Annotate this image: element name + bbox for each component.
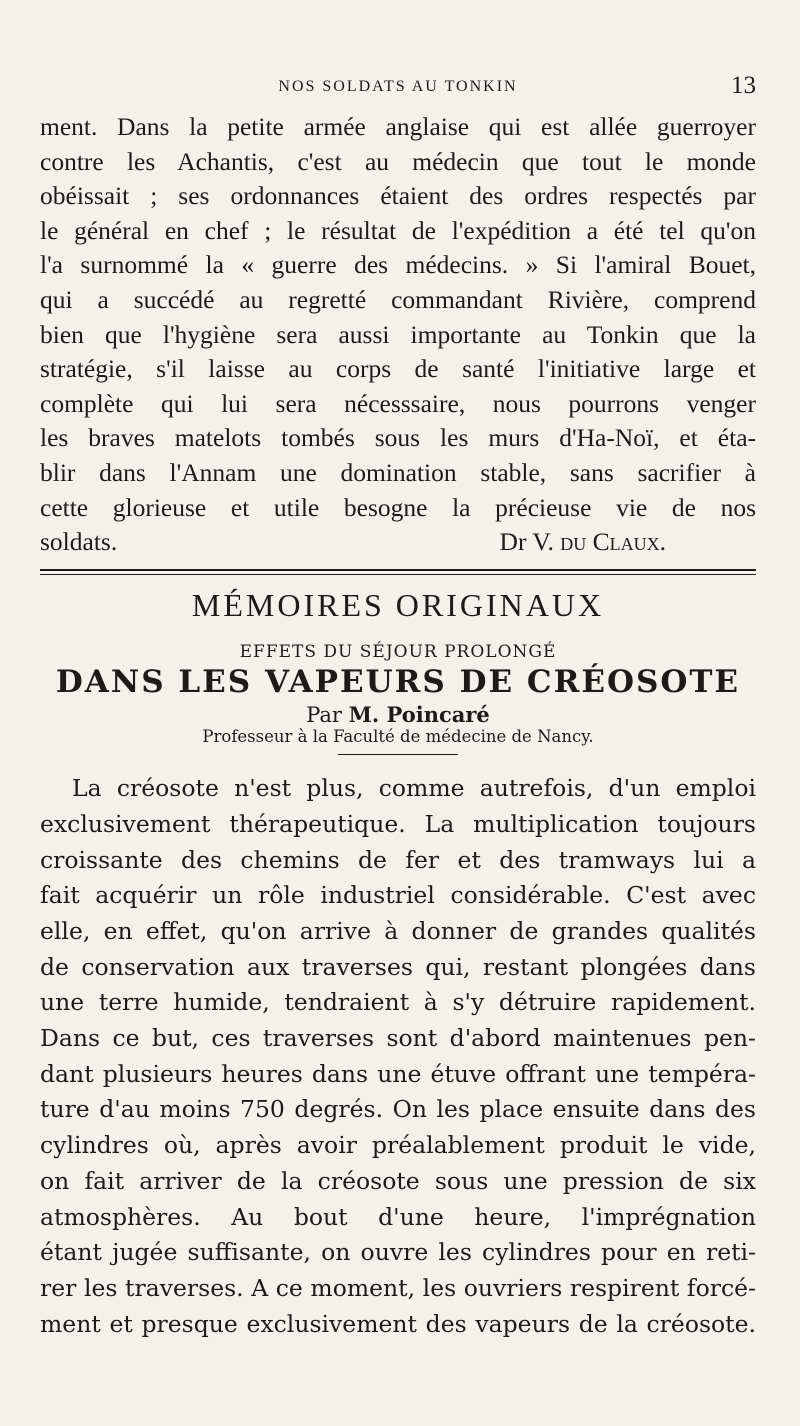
running-head [40,72,756,102]
text-line: le général en chef ; le résultat de l'expédition a été tel qu'on [40,215,756,245]
author-affiliation: Professeur à la Faculté de médecine de Nancy. [202,727,594,747]
section-title: MÉMOIRES ORIGINAUX [191,587,605,624]
text-line: bien que l'hygiène sera aussi importante au Tonkin que la [40,319,756,349]
text-line: ture d'au moins 750 degrés. On les place ensuite dans des [40,1095,756,1124]
text-line: Dans ce but, ces traverses sont d'abord maintenues pen- [40,1024,756,1053]
text-line: blir dans l'Annam une domination stable, sans sacrifier à [40,457,756,487]
title-divider [338,754,458,755]
signature-prefix: Dr V. [499,527,554,557]
text-line: l'a surnommé la « guerre des médecins. » Si l'amiral Bouet, [40,250,756,280]
text-line: rer les traverses. A ce moment, les ouvriers respirent forcé- [40,1273,756,1302]
text-line: obéissait ; ses ordonnances étaient des ordres respectés par [40,181,756,211]
text-line: fait acquérir un rôle industriel considérable. C'est avec [40,881,756,910]
article-title: DANS LES VAPEURS DE CRÉOSOTE [55,664,741,701]
text-line: étant jugée suffisante, on ouvre les cylindres pour en reti- [40,1238,756,1267]
text-line: ment. Dans la petite armée anglaise qui est allée guerroyer [40,112,756,141]
author-line [40,702,756,727]
text-line: cette glorieuse et utile besogne la précieuse vie de nos [40,492,756,522]
text-line: croissante des chemins de fer et des tramways lui a [40,845,756,874]
article-pretitle: EFFETS DU SÉJOUR PROLONGÉ [239,642,557,663]
text-line: on fait arriver de la créosote sous une pression de six [40,1166,756,1195]
running-title: NOS SOLDATS AU TONKIN [278,78,518,95]
author-name: M. Poincaré [348,702,490,728]
text-line: elle, en effet, qu'on arrive à donner de grandes qualités [40,916,756,945]
text-line: contre les Achantis, c'est au médecin que tout le monde [40,146,756,176]
text-line: complète qui lui sera nécesssaire, nous pourrons venger [40,388,756,418]
text-line: ment et presque exclusivement des vapeurs de la créosote. [40,1309,756,1338]
text-line: de conservation aux traverses qui, restant plongées dans [40,952,756,981]
text-line: cylindres où, après avoir préalablement produit le vide, [40,1131,756,1160]
text-line: La créosote n'est plus, comme autrefois, d'un emploi [72,774,756,803]
top-paragraph [40,110,756,525]
signature-line [40,525,756,559]
text-line: qui a succédé au regretté commandant Rivière, comprend [40,284,756,314]
document-page [40,72,756,1342]
section-divider [40,569,756,575]
author-signature [500,525,666,559]
signature-name: Claux. [592,527,666,557]
page-number: 13 [731,72,756,99]
text-line: atmosphères. Au bout d'une heure, l'imprégnation [40,1202,756,1231]
author-prefix: Par [306,703,342,728]
closing-word: soldats. [40,527,118,557]
text-line: les braves matelots tombés sous les murs d'Ha-Noï, et éta- [40,423,756,453]
text-line: une terre humide, tendraient à s'y détruire rapidement. [40,988,756,1017]
body-paragraph [40,771,756,1342]
text-line: stratégie, s'il laisse au corps de santé l'initiative large et [40,354,756,384]
text-line: exclusivement thérapeutique. La multiplication toujours [40,809,756,838]
signature-particle: du [560,527,587,557]
text-line: dant plusieurs heures dans une étuve offrant une tempéra- [40,1059,756,1088]
